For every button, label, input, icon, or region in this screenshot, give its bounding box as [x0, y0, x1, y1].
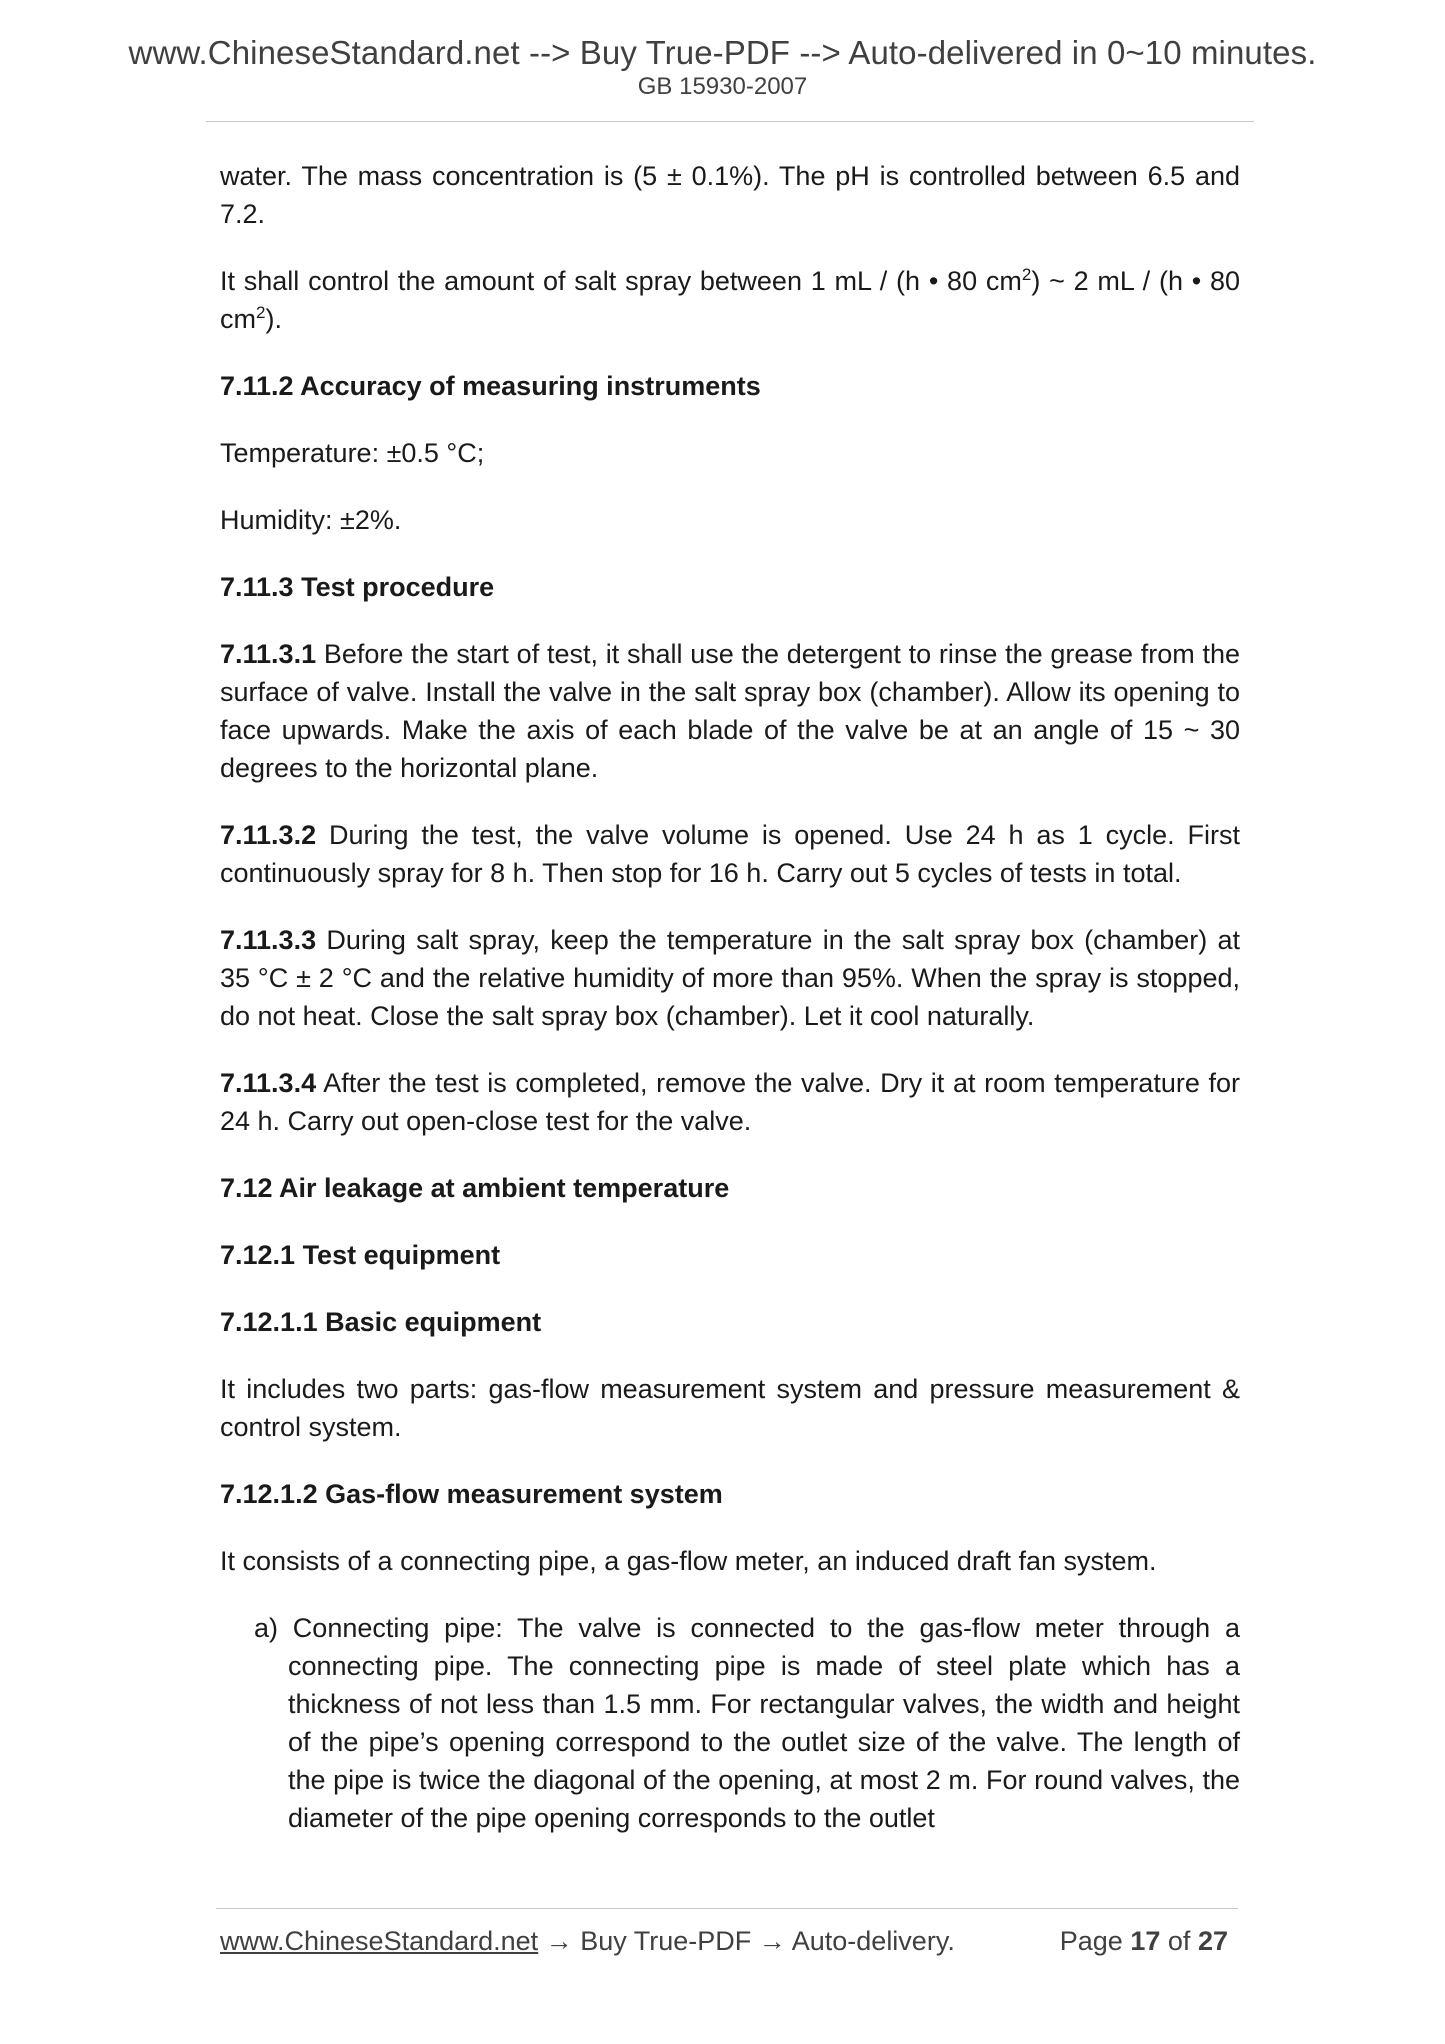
footer-link[interactable]: www.ChineseStandard.net	[220, 1926, 539, 1956]
heading-7-11-2: 7.11.2 Accuracy of measuring instruments	[220, 371, 761, 401]
clause-7-11-3-4	[220, 1064, 1240, 1140]
paragraph-temperature: Temperature: ±0.5 °C;	[220, 438, 485, 468]
page-label: Page	[1059, 1926, 1123, 1956]
clause-number: 7.11.3.2	[220, 820, 317, 850]
standard-code: GB 15930-2007	[637, 73, 808, 100]
paragraph-basic-equipment: It includes two parts: gas-flow measurement system and pressure measurement & control system.	[220, 1374, 1240, 1442]
of-label: of	[1167, 1926, 1191, 1956]
footer-source	[220, 1926, 955, 1957]
heading-7-12-1-2: 7.12.1.2 Gas-flow measurement system	[220, 1479, 723, 1509]
clause-number: 7.11.3.1	[220, 639, 317, 669]
clause-text: Before the start of test, it shall use the detergent to rinse the grease from the surface of valve. Install the valve in the salt spray box (chamber). Allow its opening to face upwards. Make the axis of each blade of the valve be at an angle of 15 ~ 30 degrees to the horizontal plane.	[220, 639, 1240, 783]
clause-number: 7.11.3.3	[220, 925, 317, 955]
page-number: 17	[1130, 1926, 1161, 1956]
superscript: 2	[1021, 265, 1032, 284]
footer-tagline: → Buy True-PDF → Auto-delivery.	[538, 1926, 955, 1956]
heading-7-11-3: 7.11.3 Test procedure	[220, 572, 495, 602]
paragraph-salt-spray-amount	[220, 262, 1240, 338]
list-item-a: a) Connecting pipe: The valve is connected to the gas-flow meter through a connecting pipe. The connecting pipe is made of steel plate which has a thickness of not less than 1.5 mm. For rectangular valves, the width and height of the pipe’s opening correspond to the outlet size of the valve. The length of the pipe is twice the diagonal of the opening, at most 2 m. For round valves, the diameter of the pipe opening corresponds to the outlet	[254, 1613, 1240, 1833]
clause-7-11-3-1	[220, 635, 1240, 787]
heading-7-12: 7.12 Air leakage at ambient temperature	[220, 1173, 730, 1203]
clause-number: 7.11.3.4	[220, 1068, 317, 1098]
heading-7-12-1: 7.12.1 Test equipment	[220, 1240, 501, 1270]
superscript: 2	[256, 303, 266, 322]
paragraph-humidity: Humidity: ±2%.	[220, 505, 402, 535]
header-divider	[206, 121, 1254, 122]
text-segment: It shall control the amount of salt spray between 1 mL / (h • 80 cm	[220, 266, 1022, 296]
clause-text: During the test, the valve volume is opened. Use 24 h as 1 cycle. First continuously spray for 8 h. Then stop for 16 h. Carry out 5 cycles of tests in total.	[220, 820, 1240, 888]
clause-7-11-3-3	[220, 921, 1240, 1035]
clause-7-11-3-2	[220, 816, 1240, 892]
clause-text: During salt spray, keep the temperature in the salt spray box (chamber) at 35 °C ± 2 °C and the relative humidity of more than 95%. When the spray is stopped, do not heat. Close the salt spray box (chamber). Let it cool naturally.	[220, 925, 1240, 1031]
heading-7-12-1-1: 7.12.1.1 Basic equipment	[220, 1307, 542, 1337]
page-indicator	[1060, 1926, 1228, 1957]
footer-divider	[216, 1908, 1238, 1909]
top-banner: www.ChineseStandard.net --> Buy True-PDF --> Auto-delivered in 0~10 minutes.	[128, 34, 1317, 71]
total-pages: 27	[1197, 1926, 1228, 1956]
clause-text: After the test is completed, remove the valve. Dry it at room temperature for 24 h. Carry out open-close test for the valve.	[220, 1068, 1240, 1136]
document-body	[220, 157, 1240, 1837]
text-segment: ).	[265, 304, 282, 334]
paragraph-gas-flow-system: It consists of a connecting pipe, a gas-flow meter, an induced draft fan system.	[220, 1546, 1157, 1576]
paragraph-concentration: water. The mass concentration is (5 ± 0.1%). The pH is controlled between 6.5 and 7.2.	[220, 161, 1240, 229]
text-segment: ) ~ 2 mL / (h • 80 cm	[220, 266, 1240, 334]
page-footer	[220, 1926, 1240, 1966]
